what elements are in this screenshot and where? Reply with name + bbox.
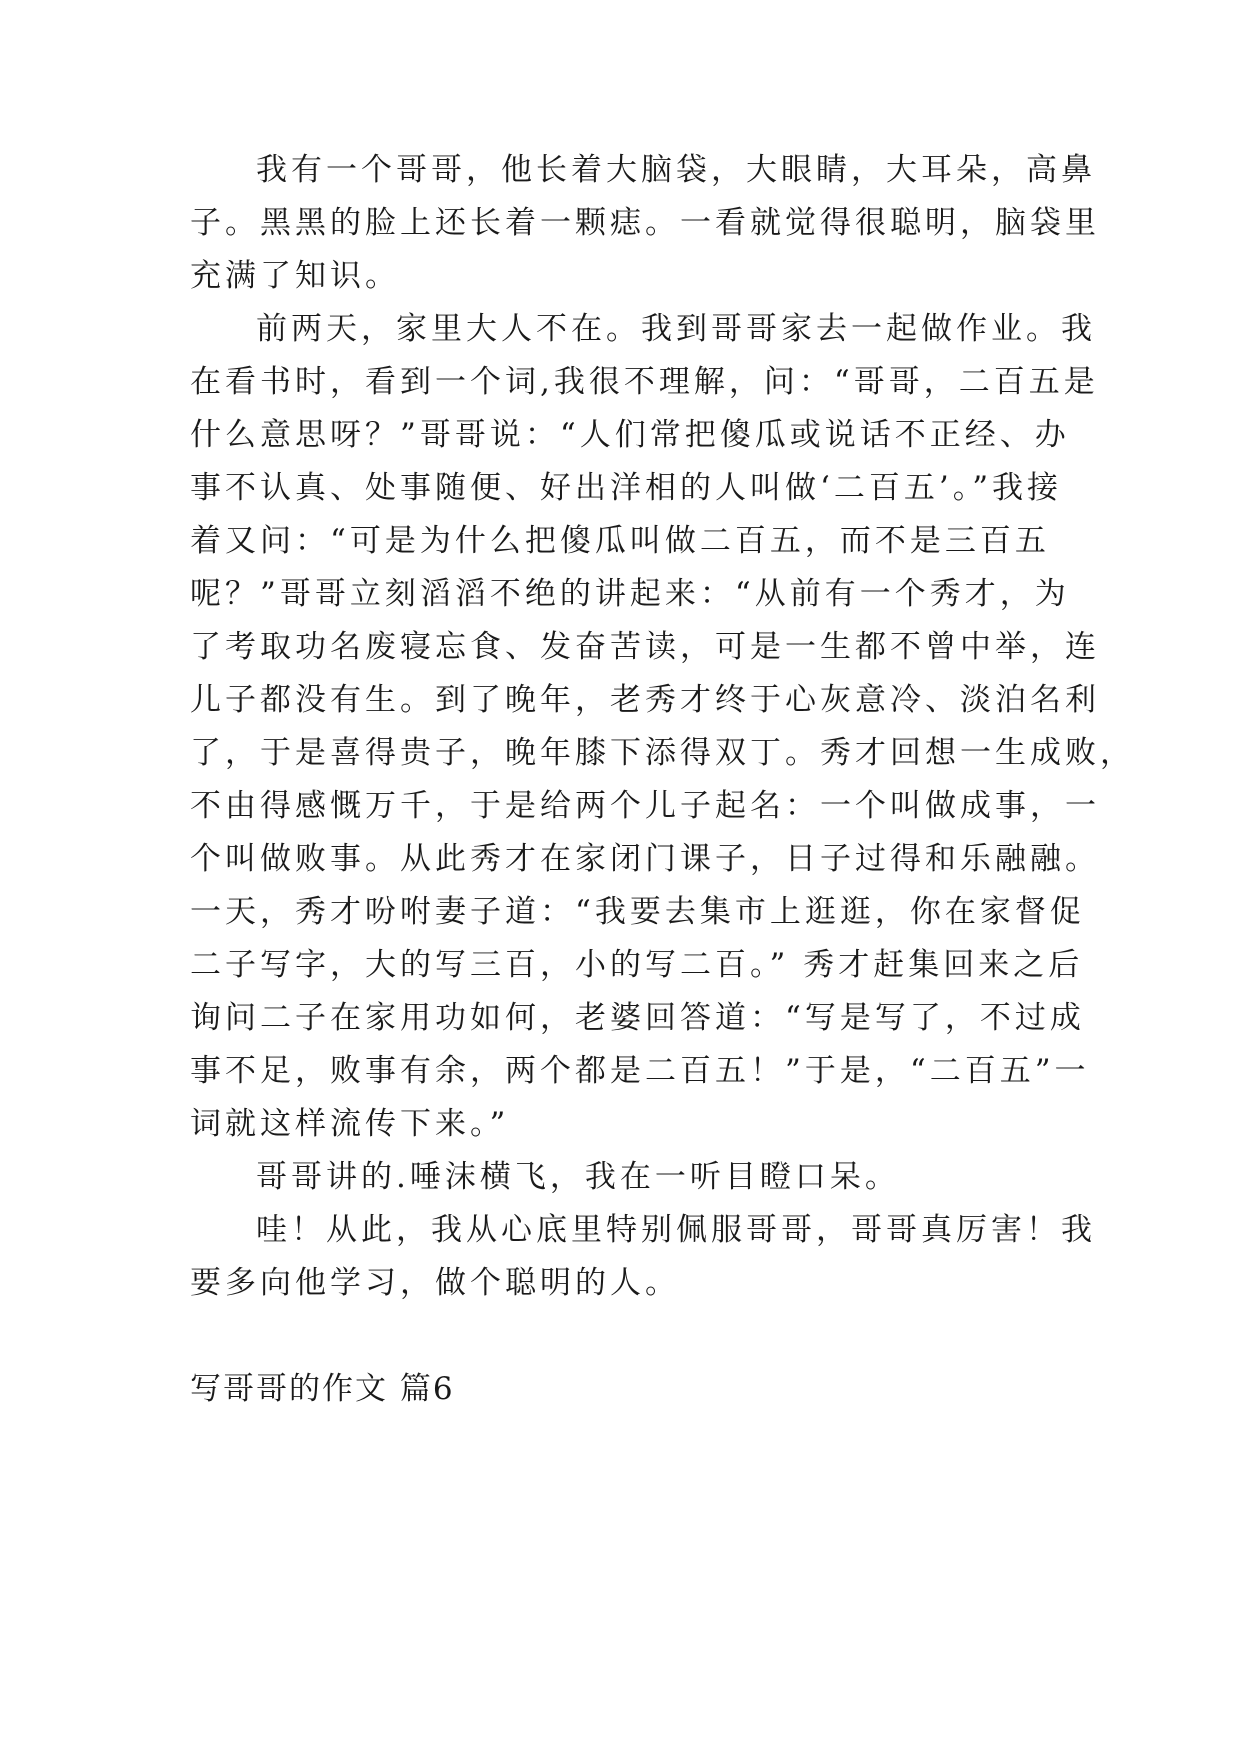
paragraph-2-line-5: 着又问：“可是为什么把傻瓜叫做二百五，而不是三百五: [190, 523, 1050, 559]
paragraph-4-line-2: 要多向他学习，做个聪明的人。: [190, 1265, 680, 1301]
paragraph-2-line-4: 事不认真、处事随便、好出洋相的人叫做‘二百五’。”我接: [190, 470, 1063, 506]
paragraph-2-line-2: 在看书时，看到一个词,我很不理解，问：“哥哥，二百五是: [190, 364, 1099, 400]
paragraph-2-line-12: 一天，秀才吩咐妻子道：“我要去集市上逛逛，你在家督促: [190, 894, 1085, 930]
paragraph-2-line-6: 呢？”哥哥立刻滔滔不绝的讲起来：“从前有一个秀才，为: [190, 576, 1070, 612]
paragraph-2-line-11: 个叫做败事。从此秀才在家闭门课子，日子过得和乐融融。: [190, 841, 1100, 877]
paragraph-1-line-3: 充满了知识。: [190, 258, 400, 294]
paragraph-3-line-1: 哥哥讲的.唾沫横飞，我在一听目瞪口呆。: [256, 1159, 900, 1195]
paragraph-2-line-7: 了考取功名废寝忘食、发奋苦读，可是一生都不曾中举，连: [190, 629, 1100, 665]
paragraph-2-line-8: 儿子都没有生。到了晚年，老秀才终于心灰意冷、淡泊名利: [190, 682, 1100, 718]
paragraph-2-line-9: 了，于是喜得贵子，晚年膝下添得双丁。秀才回想一生成败，: [190, 735, 1135, 771]
paragraph-2-line-3: 什么意思呀？”哥哥说：“人们常把傻瓜或说话不正经、办: [190, 417, 1070, 453]
paragraph-2-line-15: 事不足，败事有余，两个都是二百五！”于是，“二百五”一: [190, 1053, 1090, 1089]
paragraph-2-line-13: 二子写字，大的写三百，小的写二百。” 秀才赶集回来之后: [190, 947, 1084, 983]
section-heading: 写哥哥的作文 篇6: [190, 1371, 455, 1407]
paragraph-2-line-10: 不由得感慨万千，于是给两个儿子起名：一个叫做成事，一: [190, 788, 1100, 824]
paragraph-2-line-1: 前两天，家里大人不在。我到哥哥家去一起做作业。我: [256, 311, 1096, 347]
paragraph-2-line-16: 词就这样流传下来。”: [190, 1106, 510, 1142]
paragraph-1-line-1: 我有一个哥哥，他长着大脑袋，大眼睛，大耳朵，高鼻: [256, 152, 1096, 188]
paragraph-4-line-1: 哇！从此，我从心底里特别佩服哥哥，哥哥真厉害！我: [256, 1212, 1096, 1248]
paragraph-1-line-2: 子。黑黑的脸上还长着一颗痣。一看就觉得很聪明，脑袋里: [190, 205, 1100, 241]
paragraph-2-line-14: 询问二子在家用功如何，老婆回答道：“写是写了，不过成: [190, 1000, 1085, 1036]
